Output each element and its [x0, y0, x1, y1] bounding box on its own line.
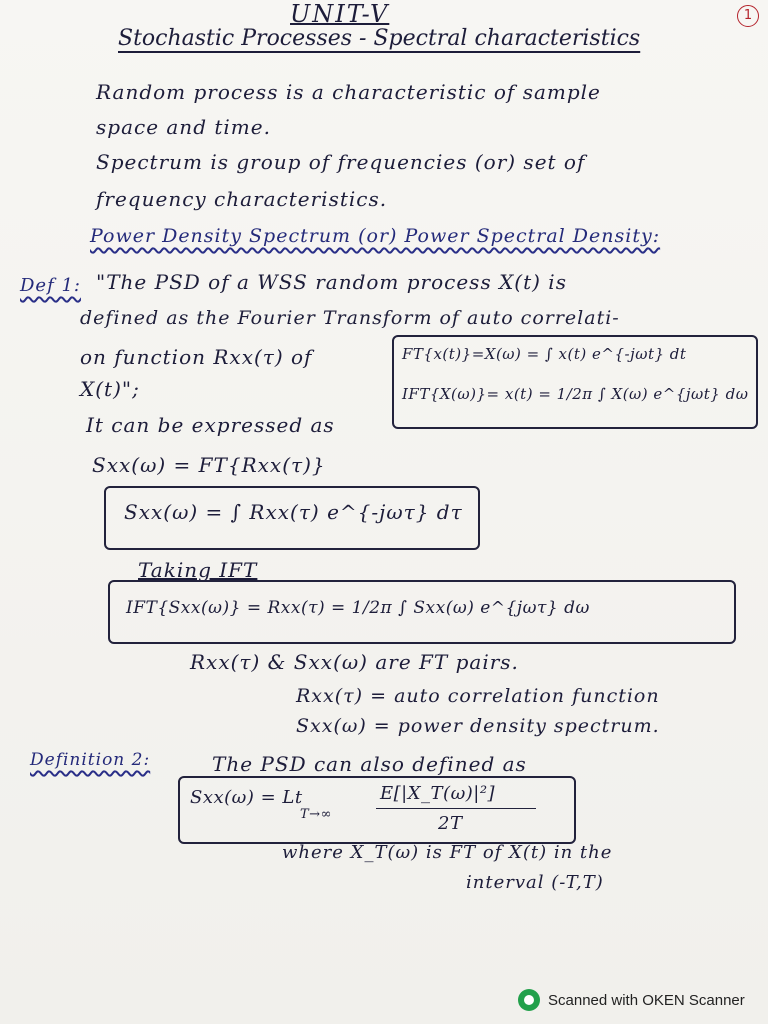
scanner-footer-text: Scanned with OKEN Scanner: [548, 991, 745, 1009]
def1-line-4: X(t)";: [80, 377, 140, 401]
expressed-text: It can be expressed as: [86, 413, 335, 437]
def2-eq-denominator: 2T: [438, 813, 463, 834]
sxx-definition: Sxx(ω) = power density spectrum.: [296, 715, 660, 737]
def2-where-2: interval (-T,T): [466, 872, 604, 893]
rxx-definition: Rxx(τ) = auto correlation function: [296, 685, 660, 707]
def2-eq-numerator: E[|X_T(ω)|²]: [380, 783, 496, 804]
def1-line-2: defined as the Fourier Transform of auto correlati-: [80, 307, 620, 329]
def2-line-1: The PSD can also defined as: [212, 752, 527, 776]
def1-line-3: on function Rxx(τ) of: [80, 345, 313, 369]
scanner-logo-icon: [518, 989, 540, 1011]
fraction-bar: [376, 808, 536, 809]
scanner-footer: [518, 988, 745, 1012]
ft-pair-line-2: IFT{X(ω)}= x(t) = 1/2π ∫ X(ω) e^{jωt} dω: [402, 385, 749, 403]
def2-where-1: where X_T(ω) is FT of X(t) in the: [282, 842, 613, 863]
section-heading: Power Density Spectrum (or) Power Spectral Density:: [90, 225, 661, 247]
ft-pair-line-1: FT{x(t)}=X(ω) = ∫ x(t) e^{-jωt} dt: [402, 345, 687, 363]
eq-sxx-ft: Sxx(ω) = FT{Rxx(τ)}: [92, 453, 326, 477]
def2-label: Definition 2:: [30, 750, 151, 770]
def2-eq-limit: T→∞: [300, 807, 332, 822]
ft-pairs-text: Rxx(τ) & Sxx(ω) are FT pairs.: [190, 650, 519, 674]
intro-line-2: space and time.: [96, 115, 271, 139]
def1-label: Def 1:: [20, 275, 81, 296]
subject-title: Stochastic Processes - Spectral characteristics: [118, 26, 641, 51]
intro-line-4: frequency characteristics.: [96, 187, 388, 211]
intro-line-1: Random process is a characteristic of sample: [96, 80, 601, 104]
intro-line-3: Spectrum is group of frequencies (or) set of: [96, 150, 586, 174]
taking-ift: Taking IFT: [138, 558, 258, 582]
def1-line-1: "The PSD of a WSS random process X(t) is: [96, 270, 567, 294]
eq-ift: IFT{Sxx(ω)} = Rxx(τ) = 1/2π ∫ Sxx(ω) e^{jωτ} dω: [126, 598, 590, 618]
def2-eq-lhs: Sxx(ω) = Lt: [190, 787, 303, 808]
unit-title: UNIT-V: [290, 0, 390, 28]
eq-sxx-integral: Sxx(ω) = ∫ Rxx(τ) e^{-jωτ} dτ: [124, 500, 463, 524]
page-number: 1: [737, 5, 759, 27]
